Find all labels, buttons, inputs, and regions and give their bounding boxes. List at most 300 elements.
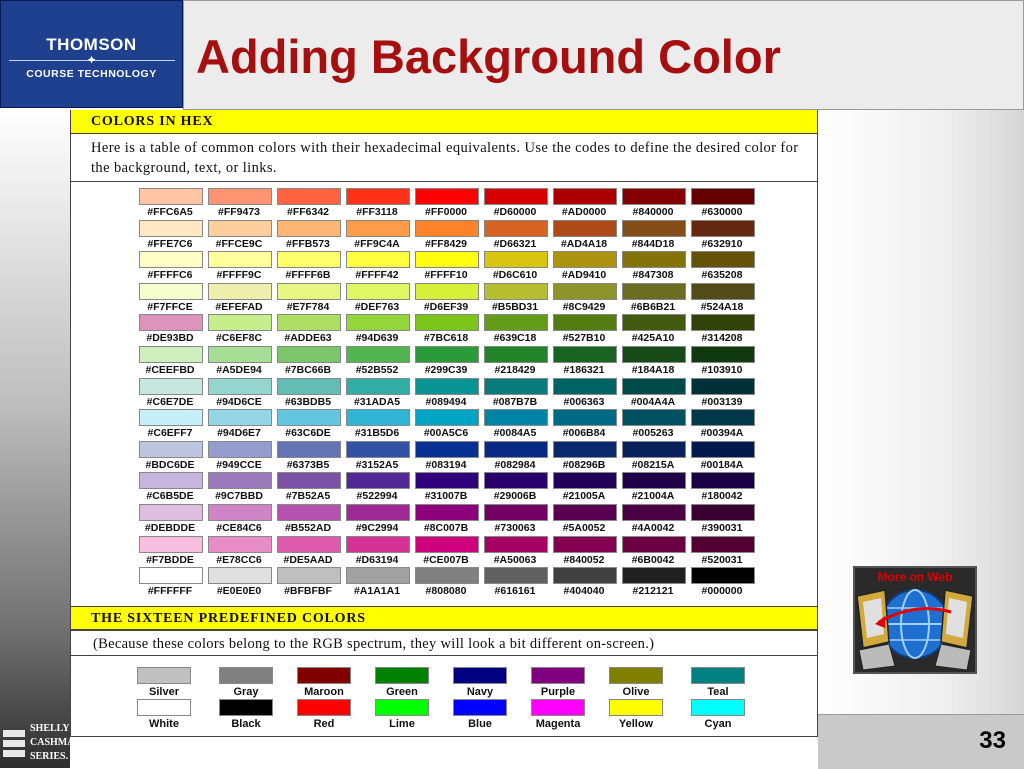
hex-swatch xyxy=(482,251,548,281)
hex-swatch xyxy=(137,472,203,502)
hex-swatch xyxy=(482,441,548,471)
hex-swatch xyxy=(137,346,203,376)
more-on-web-label: More on Web xyxy=(877,570,953,584)
color-swatch xyxy=(691,188,755,205)
hex-swatch xyxy=(137,441,203,471)
hex-code-label: #FF6342 xyxy=(286,206,330,218)
color-name-label: Lime xyxy=(389,718,415,730)
hex-swatch xyxy=(344,188,410,218)
hex-code-label: #9C2994 xyxy=(355,522,399,534)
hex-code-label: #840000 xyxy=(632,206,674,218)
color-swatch xyxy=(415,536,479,553)
hex-swatch xyxy=(482,314,548,344)
color-swatch xyxy=(622,346,686,363)
color-swatch xyxy=(277,283,341,300)
hex-swatch xyxy=(344,251,410,281)
color-swatch xyxy=(346,346,410,363)
hex-swatch xyxy=(482,283,548,313)
color-swatch xyxy=(553,409,617,426)
color-swatch xyxy=(139,567,203,584)
hex-code-label: #083194 xyxy=(425,458,467,471)
hex-code-label: #D6EF39 xyxy=(423,300,469,313)
logo-top-text: THOMSON xyxy=(46,35,137,54)
color-swatch xyxy=(622,536,686,553)
page-title: Adding Background Color xyxy=(196,30,781,83)
color-swatch xyxy=(208,314,272,331)
color-swatch xyxy=(208,188,272,205)
named-color-navy xyxy=(445,667,515,698)
section-header-hex: COLORS IN HEX xyxy=(71,110,817,134)
hex-swatch xyxy=(551,536,617,566)
color-swatch xyxy=(139,314,203,331)
hex-code-label: #D66321 xyxy=(493,237,537,250)
hex-swatch xyxy=(137,536,203,566)
hex-swatch xyxy=(413,567,479,597)
color-swatch xyxy=(484,536,548,553)
hex-code-label: #F7BDDE xyxy=(146,553,194,566)
color-swatch xyxy=(622,283,686,300)
hex-code-label: #840052 xyxy=(563,553,605,566)
hex-swatch xyxy=(275,504,341,534)
hex-code-label: #0084A5 xyxy=(493,427,537,440)
hex-code-label: #63BDB5 xyxy=(284,395,332,408)
footer-bar xyxy=(818,714,1024,769)
hex-code-label: #314208 xyxy=(701,332,743,345)
color-swatch xyxy=(415,251,479,268)
hex-swatch xyxy=(551,441,617,471)
hex-code-label: #31ADA5 xyxy=(353,395,401,408)
hex-code-label: #29006B xyxy=(493,490,537,503)
color-swatch xyxy=(622,188,686,205)
named-color-olive xyxy=(601,667,671,698)
hex-code-label: #425A10 xyxy=(631,332,675,345)
color-swatch xyxy=(622,504,686,521)
hex-swatch xyxy=(482,472,548,502)
color-swatch xyxy=(297,667,351,684)
color-swatch xyxy=(415,409,479,426)
hex-swatch xyxy=(413,251,479,281)
hex-code-label: #522994 xyxy=(356,490,398,503)
color-swatch xyxy=(484,441,548,458)
color-swatch xyxy=(277,504,341,521)
hex-code-label: #616161 xyxy=(494,585,536,598)
hex-code-label: #7BC66B xyxy=(284,364,332,376)
hex-swatch xyxy=(344,472,410,502)
hex-swatch xyxy=(551,409,617,439)
color-swatch xyxy=(415,188,479,205)
hex-code-label: #00184A xyxy=(700,458,744,471)
hex-swatch xyxy=(482,220,548,250)
color-swatch xyxy=(553,472,617,489)
hex-code-label: #218429 xyxy=(494,364,536,376)
hex-code-label: #087B7B xyxy=(492,395,538,408)
hex-swatch xyxy=(275,441,341,471)
color-swatch xyxy=(691,378,755,395)
hex-code-label: #000000 xyxy=(701,585,743,598)
color-swatch xyxy=(553,567,617,584)
hex-swatch xyxy=(344,346,410,376)
hex-code-label: #180042 xyxy=(701,490,743,503)
shelly-cashman-logo xyxy=(2,720,82,768)
hex-code-label: #DEF763 xyxy=(354,300,400,313)
hex-swatch xyxy=(413,441,479,471)
color-swatch xyxy=(139,409,203,426)
hex-code-label: #B5BD31 xyxy=(491,300,539,313)
color-swatch xyxy=(691,314,755,331)
hex-code-label: #520031 xyxy=(701,553,743,566)
hex-code-label: #FF8429 xyxy=(424,237,468,250)
color-swatch xyxy=(553,504,617,521)
hex-swatch xyxy=(344,409,410,439)
hex-code-label: #212121 xyxy=(632,585,674,598)
hex-swatch xyxy=(344,220,410,250)
color-swatch xyxy=(553,378,617,395)
color-swatch xyxy=(277,536,341,553)
hex-swatch xyxy=(206,188,272,218)
hex-code-label: #730063 xyxy=(494,522,536,534)
hex-code-label: #006B84 xyxy=(562,427,606,440)
hex-code-label: #FFFFC6 xyxy=(147,269,193,282)
hex-code-label: #4A0042 xyxy=(631,522,675,534)
color-swatch xyxy=(208,567,272,584)
hex-swatch xyxy=(206,409,272,439)
color-swatch xyxy=(484,283,548,300)
color-swatch xyxy=(346,472,410,489)
color-swatch xyxy=(691,251,755,268)
series-line-2: CASHMAN xyxy=(30,737,82,748)
hex-swatch xyxy=(482,504,548,534)
hex-code-label: #C6EFF7 xyxy=(147,427,193,440)
hex-code-label: #390031 xyxy=(701,522,743,534)
hex-swatch xyxy=(344,567,410,597)
hex-code-label: #DE93BD xyxy=(146,332,194,345)
hex-swatch xyxy=(137,567,203,597)
hex-code-label: #AD9410 xyxy=(561,269,607,282)
section-header-predefined: THE SIXTEEN PREDEFINED COLORS xyxy=(71,606,817,630)
hex-swatch xyxy=(413,188,479,218)
hex-code-label: #BFBFBF xyxy=(284,585,332,598)
hex-swatch xyxy=(551,220,617,250)
hex-swatch xyxy=(344,378,410,408)
named-color-teal xyxy=(683,667,753,698)
hex-swatch xyxy=(137,251,203,281)
hex-swatch xyxy=(413,409,479,439)
color-swatch xyxy=(553,251,617,268)
hex-swatch xyxy=(275,472,341,502)
color-swatch xyxy=(139,504,203,521)
color-swatch xyxy=(139,188,203,205)
hex-swatch xyxy=(689,472,755,502)
color-swatch xyxy=(553,314,617,331)
color-swatch xyxy=(622,567,686,584)
hex-code-label: #ADDE63 xyxy=(284,332,332,345)
named-color-magenta xyxy=(523,699,593,730)
hex-swatch xyxy=(620,472,686,502)
named-color-purple xyxy=(523,667,593,698)
hex-code-label: #635208 xyxy=(701,269,743,282)
color-swatch xyxy=(375,667,429,684)
hex-code-label: #08215A xyxy=(631,458,675,471)
color-swatch xyxy=(415,283,479,300)
hex-swatch xyxy=(689,220,755,250)
hex-code-label: #299C39 xyxy=(424,364,468,376)
hex-code-label: #AD4A18 xyxy=(560,237,608,250)
hex-swatch xyxy=(206,441,272,471)
hex-code-label: #8C007B xyxy=(423,522,469,534)
color-swatch xyxy=(277,251,341,268)
hex-code-label: #08296B xyxy=(562,458,606,471)
hex-code-label: #005263 xyxy=(632,427,674,440)
color-name-label: Silver xyxy=(149,686,179,698)
color-swatch xyxy=(531,667,585,684)
hex-swatch xyxy=(551,251,617,281)
hex-code-label: #EFEFAD xyxy=(215,300,263,313)
named-color-red xyxy=(289,699,359,730)
hex-code-label: #D63194 xyxy=(355,553,399,566)
color-swatch xyxy=(691,472,755,489)
logo-star-icon: ✦ xyxy=(86,53,97,67)
hex-code-label: #847308 xyxy=(632,269,674,282)
hex-swatch xyxy=(620,536,686,566)
hex-code-label: #94D6CE xyxy=(216,395,262,408)
logo-bottom-text: COURSE TECHNOLOGY xyxy=(26,68,157,80)
color-swatch xyxy=(484,314,548,331)
hex-swatch xyxy=(275,536,341,566)
color-swatch xyxy=(208,441,272,458)
hex-code-label: #3152A5 xyxy=(355,458,399,471)
hex-code-label: #CE007B xyxy=(423,553,469,566)
hex-code-label: #7BC618 xyxy=(423,332,469,345)
hex-code-label: #DE5AAD xyxy=(283,553,333,566)
hex-code-label: #844D18 xyxy=(631,237,675,250)
hex-swatch xyxy=(551,378,617,408)
hex-swatch xyxy=(137,378,203,408)
hex-swatch xyxy=(137,314,203,344)
color-swatch xyxy=(277,441,341,458)
named-color-green xyxy=(367,667,437,698)
hex-code-label: #FFC6A5 xyxy=(147,206,193,218)
hex-swatch xyxy=(413,314,479,344)
named-color-lime xyxy=(367,699,437,730)
color-name-label: Gray xyxy=(233,686,259,698)
hex-swatch xyxy=(482,188,548,218)
color-swatch xyxy=(208,378,272,395)
hex-swatch xyxy=(551,346,617,376)
hex-swatch xyxy=(344,441,410,471)
color-swatch xyxy=(415,378,479,395)
hex-swatch xyxy=(689,536,755,566)
hex-swatch xyxy=(344,283,410,313)
page-number: 33 xyxy=(979,727,1006,754)
color-swatch xyxy=(277,472,341,489)
section-note: (Because these colors belong to the RGB spectrum, they will look a bit different on-screen.) xyxy=(71,630,817,656)
named-color-cyan xyxy=(683,699,753,730)
hex-code-label: #8C9429 xyxy=(562,300,606,313)
hex-swatch xyxy=(620,251,686,281)
hex-code-label: #AD0000 xyxy=(561,206,607,218)
hex-swatch xyxy=(206,567,272,597)
color-swatch xyxy=(346,220,410,237)
hex-swatch xyxy=(275,251,341,281)
color-name-label: Cyan xyxy=(704,718,732,730)
color-swatch xyxy=(137,699,191,716)
hex-code-label: #6373B5 xyxy=(286,458,330,471)
hex-code-label: #FFCE9C xyxy=(215,237,263,250)
color-swatch xyxy=(208,283,272,300)
color-swatch xyxy=(139,536,203,553)
hex-swatch xyxy=(206,472,272,502)
hex-swatch xyxy=(689,188,755,218)
more-on-web-button[interactable] xyxy=(853,566,977,674)
color-swatch xyxy=(415,504,479,521)
color-name-label: Maroon xyxy=(304,686,344,698)
color-swatch xyxy=(691,441,755,458)
hex-code-label: #A5DE94 xyxy=(216,364,262,376)
color-swatch xyxy=(484,409,548,426)
color-swatch xyxy=(375,699,429,716)
title-box xyxy=(183,0,1024,110)
color-swatch xyxy=(219,699,273,716)
color-swatch xyxy=(691,667,745,684)
hex-swatch xyxy=(137,283,203,313)
hex-swatch xyxy=(206,504,272,534)
hex-swatch xyxy=(689,504,755,534)
hex-swatch xyxy=(206,346,272,376)
color-swatch xyxy=(346,251,410,268)
color-swatch xyxy=(277,409,341,426)
hex-swatch xyxy=(137,220,203,250)
color-swatch xyxy=(139,472,203,489)
hex-code-label: #CE84C6 xyxy=(216,522,262,534)
hex-swatch xyxy=(482,346,548,376)
color-swatch xyxy=(415,441,479,458)
hex-swatch xyxy=(551,472,617,502)
color-swatch xyxy=(553,536,617,553)
hex-swatch xyxy=(620,346,686,376)
books-icon xyxy=(2,726,26,762)
color-swatch xyxy=(346,188,410,205)
hex-swatch xyxy=(137,409,203,439)
hex-swatch xyxy=(413,472,479,502)
hex-swatch xyxy=(620,188,686,218)
hex-swatch xyxy=(551,188,617,218)
color-swatch xyxy=(484,251,548,268)
color-name-label: Navy xyxy=(466,686,494,698)
color-swatch xyxy=(691,346,755,363)
color-swatch xyxy=(139,441,203,458)
color-swatch xyxy=(691,536,755,553)
hex-swatch xyxy=(620,441,686,471)
hex-swatch xyxy=(206,220,272,250)
color-swatch xyxy=(415,346,479,363)
hex-code-label: #FFFF42 xyxy=(355,269,399,282)
color-swatch xyxy=(531,699,585,716)
color-swatch xyxy=(484,346,548,363)
color-swatch xyxy=(484,567,548,584)
hex-swatch xyxy=(620,378,686,408)
color-swatch xyxy=(208,504,272,521)
color-swatch xyxy=(453,667,507,684)
hex-swatch xyxy=(344,504,410,534)
hex-swatch xyxy=(620,504,686,534)
color-name-label: Green xyxy=(386,686,418,698)
hex-swatch xyxy=(137,504,203,534)
hex-swatch xyxy=(689,251,755,281)
hex-code-label: #639C18 xyxy=(493,332,537,345)
hex-code-label: #FFFF6B xyxy=(285,269,331,282)
color-swatch xyxy=(622,378,686,395)
hex-code-label: #E78CC6 xyxy=(216,553,262,566)
hex-swatch xyxy=(413,378,479,408)
hex-code-label: #CEEFBD xyxy=(145,364,195,376)
hex-swatch xyxy=(206,251,272,281)
hex-swatch xyxy=(482,567,548,597)
color-name-label: Blue xyxy=(468,718,492,730)
hex-code-label: #DEBDDE xyxy=(144,522,196,534)
hex-code-label: #808080 xyxy=(425,585,467,598)
named-color-black xyxy=(211,699,281,730)
hex-swatch xyxy=(689,441,755,471)
hex-code-label: #D6C610 xyxy=(492,269,538,282)
hex-code-label: #F7FFCE xyxy=(147,300,193,313)
hex-swatch xyxy=(620,567,686,597)
color-swatch xyxy=(346,409,410,426)
hex-code-label: #004A4A xyxy=(630,395,676,408)
slide-header xyxy=(0,0,1024,110)
color-swatch xyxy=(553,346,617,363)
hex-swatch xyxy=(689,567,755,597)
color-swatch xyxy=(609,667,663,684)
color-swatch xyxy=(553,188,617,205)
hex-code-label: #FF9C4A xyxy=(354,237,400,250)
hex-swatch xyxy=(206,283,272,313)
hex-code-label: #63C6DE xyxy=(285,427,331,440)
color-swatch xyxy=(346,378,410,395)
hex-swatch xyxy=(413,220,479,250)
hex-code-label: #BDC6DE xyxy=(145,458,195,471)
hex-code-label: #6B6B21 xyxy=(630,300,676,313)
color-name-label: Olive xyxy=(622,686,650,698)
color-swatch xyxy=(415,472,479,489)
color-swatch xyxy=(277,188,341,205)
color-swatch xyxy=(346,504,410,521)
named-color-maroon xyxy=(289,667,359,698)
named-color-silver xyxy=(129,667,199,698)
color-swatch xyxy=(208,409,272,426)
color-name-label: Yellow xyxy=(618,718,654,730)
hex-code-label: #C6B5DE xyxy=(146,490,194,503)
hex-swatch xyxy=(275,409,341,439)
hex-code-label: #A1A1A1 xyxy=(353,585,401,598)
hex-code-label: #630000 xyxy=(701,206,743,218)
color-swatch xyxy=(691,567,755,584)
hex-swatch xyxy=(275,378,341,408)
hex-swatch xyxy=(275,346,341,376)
color-swatch xyxy=(553,441,617,458)
hex-swatch xyxy=(620,283,686,313)
color-swatch xyxy=(346,283,410,300)
color-swatch xyxy=(346,441,410,458)
series-line-1: SHELLY xyxy=(30,723,70,734)
hex-swatch xyxy=(620,314,686,344)
color-swatch xyxy=(484,378,548,395)
hex-swatch xyxy=(689,314,755,344)
hex-code-label: #186321 xyxy=(563,364,605,376)
hex-code-label: #FF3118 xyxy=(356,206,398,218)
color-name-label: Magenta xyxy=(535,718,581,730)
hex-code-label: #00A5C6 xyxy=(423,427,469,440)
hex-code-label: #C6EF8C xyxy=(215,332,263,345)
